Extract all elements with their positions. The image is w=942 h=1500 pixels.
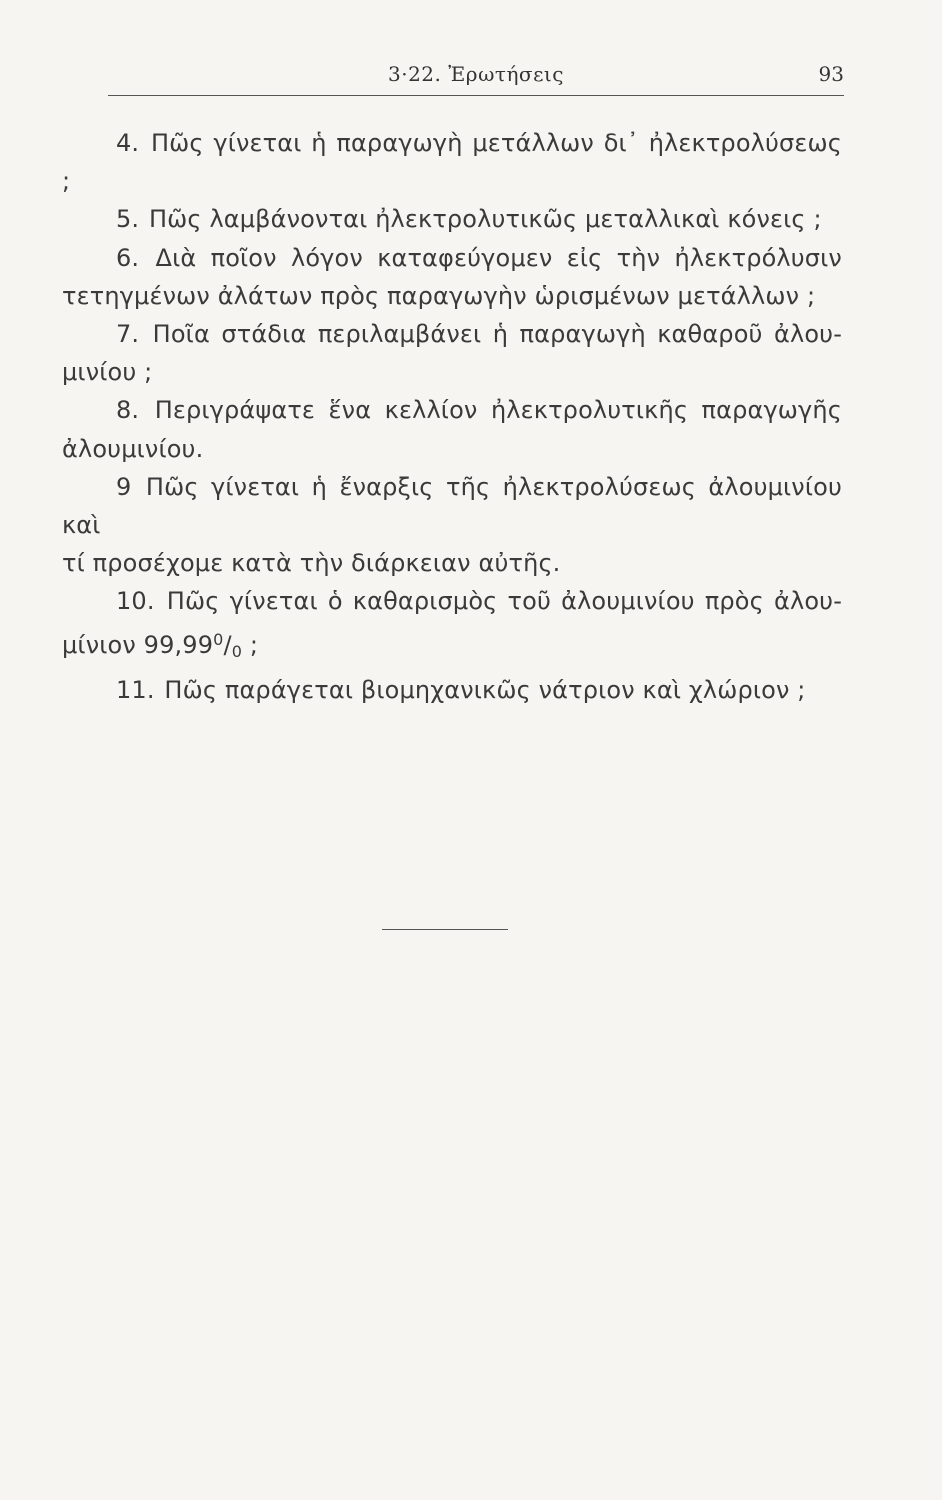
question-text-line: ἀλουμινίου.	[62, 434, 204, 463]
question-6-continued	[62, 277, 842, 315]
question-8-continued	[62, 430, 842, 468]
running-head	[108, 62, 844, 92]
question-9	[62, 468, 842, 544]
page-number: 93	[818, 62, 844, 86]
question-5	[62, 200, 842, 238]
question-text-line: τί προσέχομε κατὰ τὴν διάρκειαν αὐτῆς.	[62, 549, 561, 578]
question-6	[62, 239, 842, 277]
question-8	[62, 391, 842, 429]
question-number: 5.	[116, 205, 140, 234]
question-7	[62, 315, 842, 353]
question-number: 8.	[116, 396, 140, 425]
question-text-line: Ποῖα στάδια περιλαμβάνει ἡ παραγωγὴ καθαροῦ ἀλου-	[152, 320, 843, 349]
question-10	[62, 582, 842, 620]
question-text: Πῶς γίνεται ἡ παραγωγὴ μετάλλων δι᾽ ἠλεκτρολύσεως ;	[62, 129, 843, 196]
question-number: 9	[116, 472, 132, 501]
percent-subscript: 0	[231, 641, 243, 661]
question-number: 7.	[116, 320, 140, 349]
question-10-continued	[62, 621, 842, 671]
question-number: 6.	[116, 243, 140, 272]
question-number: 11.	[116, 675, 155, 704]
question-text-line: Διὰ ποῖον λόγον καταφεύγομεν εἰς τὴν ἠλεκτρόλυσιν	[155, 243, 842, 272]
question-text-line: Περιγράψατε ἕνα κελλίον ἠλεκτρολυτικῆς παραγωγῆς	[154, 396, 843, 425]
question-number: 4.	[116, 129, 140, 157]
question-end-mark: ;	[242, 630, 259, 659]
question-text: Πῶς λαμβάνονται ἠλεκτρολυτικῶς μεταλλικαὶ κόνεις ;	[148, 205, 822, 234]
question-7-continued	[62, 353, 842, 391]
percent-superscript: 0	[213, 629, 224, 649]
section-title: 3·22. Ἐρωτήσεις	[388, 62, 564, 86]
question-number: 10.	[116, 587, 155, 616]
question-11	[62, 671, 842, 709]
question-text-line: τετηγμένων ἀλάτων πρὸς παραγωγὴν ὡρισμένων μετάλλων ;	[62, 281, 816, 310]
questions-list	[62, 124, 842, 709]
question-text-line: Πῶς γίνεται ἡ ἔναρξις τῆς ἠλεκτρολύσεως ἀλουμινίου καὶ	[62, 472, 843, 540]
header-rule	[108, 95, 844, 96]
question-text: Πῶς παράγεται βιομηχανικῶς νάτριον καὶ χλώριον ;	[164, 675, 806, 704]
question-text-line: Πῶς γίνεται ὁ καθαρισμὸς τοῦ ἀλουμινίου πρὸς ἀλου-	[166, 587, 843, 616]
percent-slash: /	[223, 630, 232, 659]
question-text-line: μινίου ;	[62, 358, 153, 387]
question-text-line: μίνιον 99,99	[62, 630, 214, 659]
section-end-rule	[382, 929, 508, 930]
question-4	[62, 124, 842, 200]
question-9-continued	[62, 544, 842, 582]
